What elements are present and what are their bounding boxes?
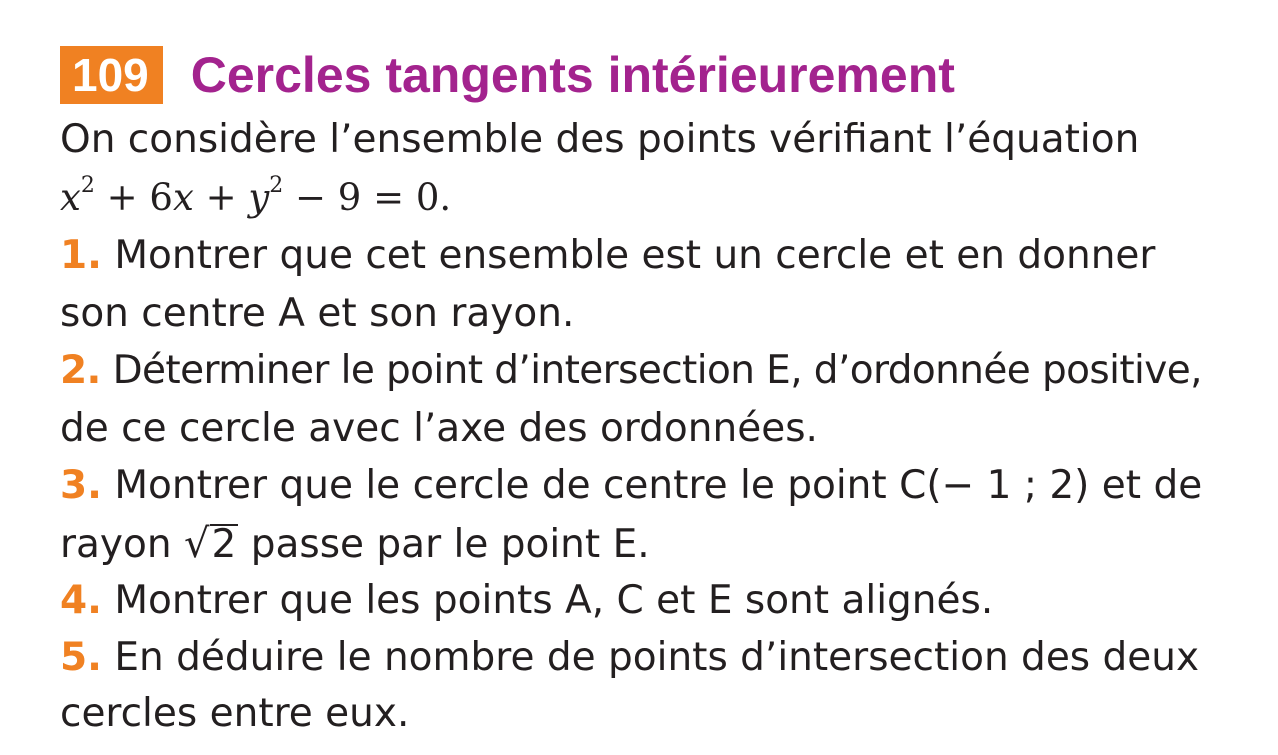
question-3-line-2 [60, 520, 650, 569]
intro-text: On considère l’ensemble des points vérifiant l’équation [60, 117, 1140, 162]
question-3-text: Montrer que le cercle de centre le point C(− 1 ; 2) et de [101, 463, 1203, 508]
question-5-text: En déduire le nombre de points d’intersection des deux [101, 635, 1200, 680]
sqrt-value: 2 [211, 522, 237, 567]
exercise-title: Cercles tangents intérieurement [190, 47, 955, 103]
equation-rest: − 9 = 0. [283, 176, 452, 219]
square-root [184, 520, 238, 569]
equation-exp-y: 2 [269, 173, 284, 198]
question-2-line-2: de ce cercle avec l’axe des ordonnées. [60, 406, 818, 451]
equation-op1: + 6 [94, 176, 173, 219]
question-4-line-1 [60, 577, 993, 625]
question-5-line-2: cercles entre eux. [60, 691, 410, 736]
sqrt-symbol-icon: √ [184, 521, 210, 567]
equation-exp-x: 2 [80, 173, 95, 198]
question-4-text: Montrer que les points A, C et E sont alignés. [101, 578, 994, 623]
question-5-line-1 [60, 634, 1199, 682]
question-3-line-2-prefix: rayon [60, 522, 184, 567]
question-3-number: 3. [60, 463, 102, 508]
question-2-line-1 [60, 347, 1202, 395]
question-1-text: Montrer que cet ensemble est un cercle et en donner [101, 233, 1156, 278]
question-4-number: 4. [60, 578, 102, 623]
question-1-number: 1. [60, 233, 102, 278]
question-2-text: Déterminer le point d’intersection E, d’ordonnée positive, [100, 348, 1202, 393]
equation-var-x2: x [172, 176, 194, 219]
exercise-header [60, 44, 955, 106]
question-1-line-1 [60, 232, 1155, 280]
question-1-line-2: son centre A et son rayon. [60, 291, 575, 336]
equation-var-y: y [248, 176, 270, 219]
question-3-line-2-suffix: passe par le point E. [238, 522, 650, 567]
equation-var-x: x [60, 176, 81, 219]
question-2-number: 2. [60, 348, 101, 393]
equation-op2: + [193, 176, 249, 219]
exercise-number-badge: 109 [60, 46, 163, 104]
question-5-number: 5. [60, 635, 102, 680]
equation [60, 174, 451, 222]
question-3-line-1 [60, 462, 1202, 510]
